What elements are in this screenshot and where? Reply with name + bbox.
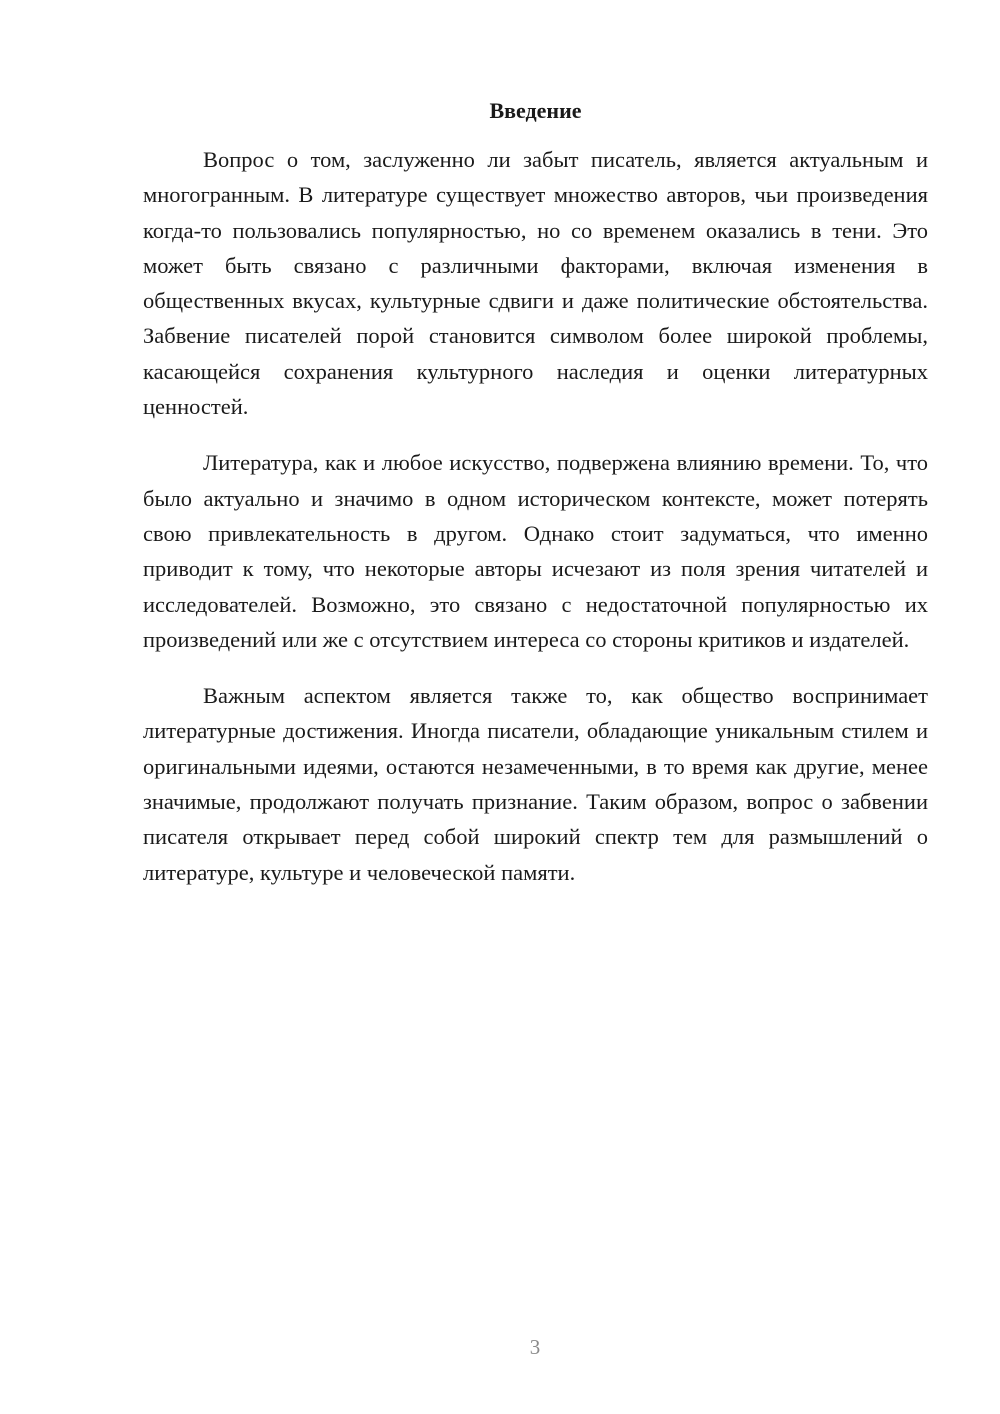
paragraph-3: Важным аспектом является также то, как общество воспринимает литературные достижения. Иногда писатели, обладающие уникальным стилем и оригинальными идеями, остаются незамеченными, в то время как другие, менее значимые, продолжают получать признание. Таким образом, вопрос о забвении писателя открывает перед собой широкий спектр тем для размышлений о литературе, культуре и человеческой памяти. [143,683,928,885]
paragraph-1: Вопрос о том, заслуженно ли забыт писатель, является актуальным и многогранным. В литературе существует множество авторов, чьи произведения когда-то пользовались популярностью, но со временем оказались в тени. Это может быть связано с различными факторами, включая изменения в общественных вкусах, культурные сдвиги и даже политические обстоятельства. Забвение писателей порой становится символом более широкой проблемы, касающейся сохранения культурного наследия и оценки литературных ценностей. [143,147,928,420]
body-text [143,142,928,911]
section-heading: Введение [489,98,582,123]
paragraph-2: Литература, как и любое искусство, подвержена влиянию времени. То, что было актуально и значимо в одном историческом контексте, может потерять свою привлекательность в другом. Однако стоит задуматься, что именно приводит к тому, что некоторые авторы исчезают из поля зрения читателей и исследователей. Возможно, это связано с недостаточной популярностью их произведений или же с отсутствием интереса со стороны критиков и издателей. [143,450,928,652]
page-number: 3 [529,1335,541,1359]
